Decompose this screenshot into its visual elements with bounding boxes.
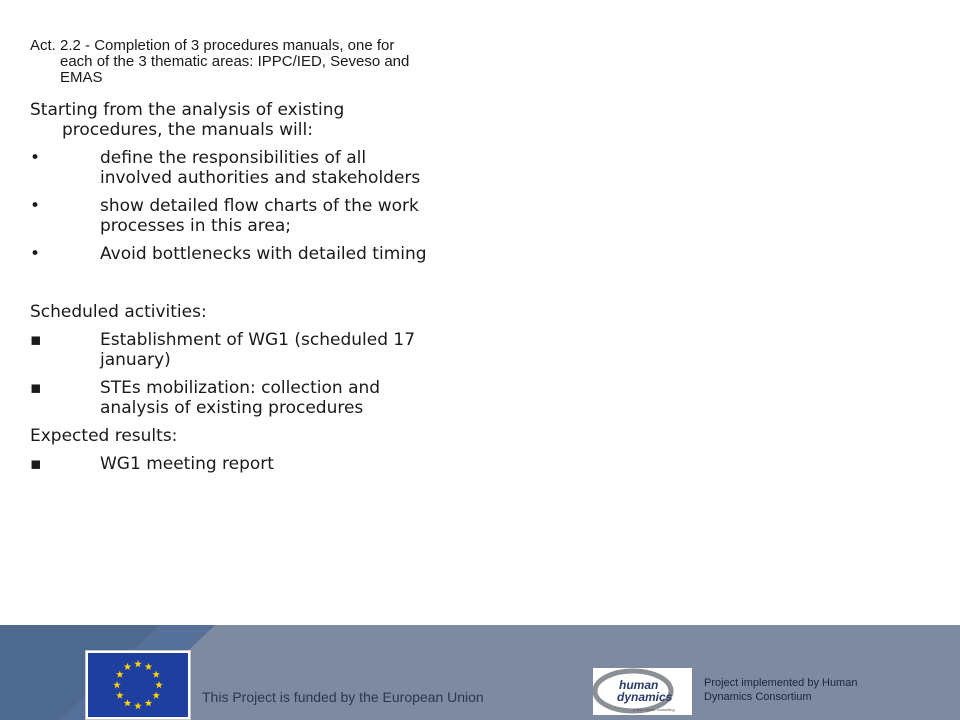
svg-text:public sector consulting: public sector consulting xyxy=(633,707,675,712)
list-item xyxy=(30,244,430,264)
list-item-text: show detailed flow charts of the work processes in this area; xyxy=(100,196,419,236)
bullet-icon: • xyxy=(30,244,41,264)
eu-stars-icon xyxy=(88,653,188,717)
slide-content xyxy=(30,38,430,482)
human-dynamics-logo xyxy=(593,668,692,715)
expected-results-heading: Expected results: xyxy=(30,426,178,446)
list-item-text: Establishment of WG1 (scheduled 17 january) xyxy=(100,330,416,370)
bullet-icon: • xyxy=(30,148,41,168)
human-dynamics-logo-icon xyxy=(593,668,692,715)
intro-text: Starting from the analysis of existing procedures, the manuals will: xyxy=(30,100,345,140)
list-item xyxy=(30,148,430,188)
square-bullet-icon: ▪ xyxy=(30,454,42,474)
list-item-text: WG1 meeting report xyxy=(100,454,274,474)
list-item-text: define the responsibilities of all involved authorities and stakeholders xyxy=(100,148,421,188)
scheduled-activities-heading: Scheduled activities: xyxy=(30,302,207,322)
square-bullet-icon: ▪ xyxy=(30,330,42,350)
list-item-text: Avoid bottlenecks with detailed timing xyxy=(100,244,427,264)
funding-statement: This Project is funded by the European Union xyxy=(202,689,484,705)
list-item-text: STEs mobilization: collection and analysis of existing procedures xyxy=(100,378,381,418)
list-item xyxy=(30,330,430,370)
implementation-statement: Project implemented by Human Dynamics Consortium xyxy=(704,677,858,703)
eu-flag-logo xyxy=(85,650,191,720)
svg-text:dynamics: dynamics xyxy=(617,690,673,704)
list-item xyxy=(30,454,430,474)
list-item xyxy=(30,378,430,418)
svg-text:human: human xyxy=(619,678,659,692)
list-item xyxy=(30,196,430,236)
square-bullet-icon: ▪ xyxy=(30,378,42,398)
bullet-icon: • xyxy=(30,196,41,216)
activity-title: Act. 2.2 - Completion of 3 procedures manuals, one for each of the 3 thematic areas: IPPC/IED, Seveso and EMAS xyxy=(30,37,410,86)
